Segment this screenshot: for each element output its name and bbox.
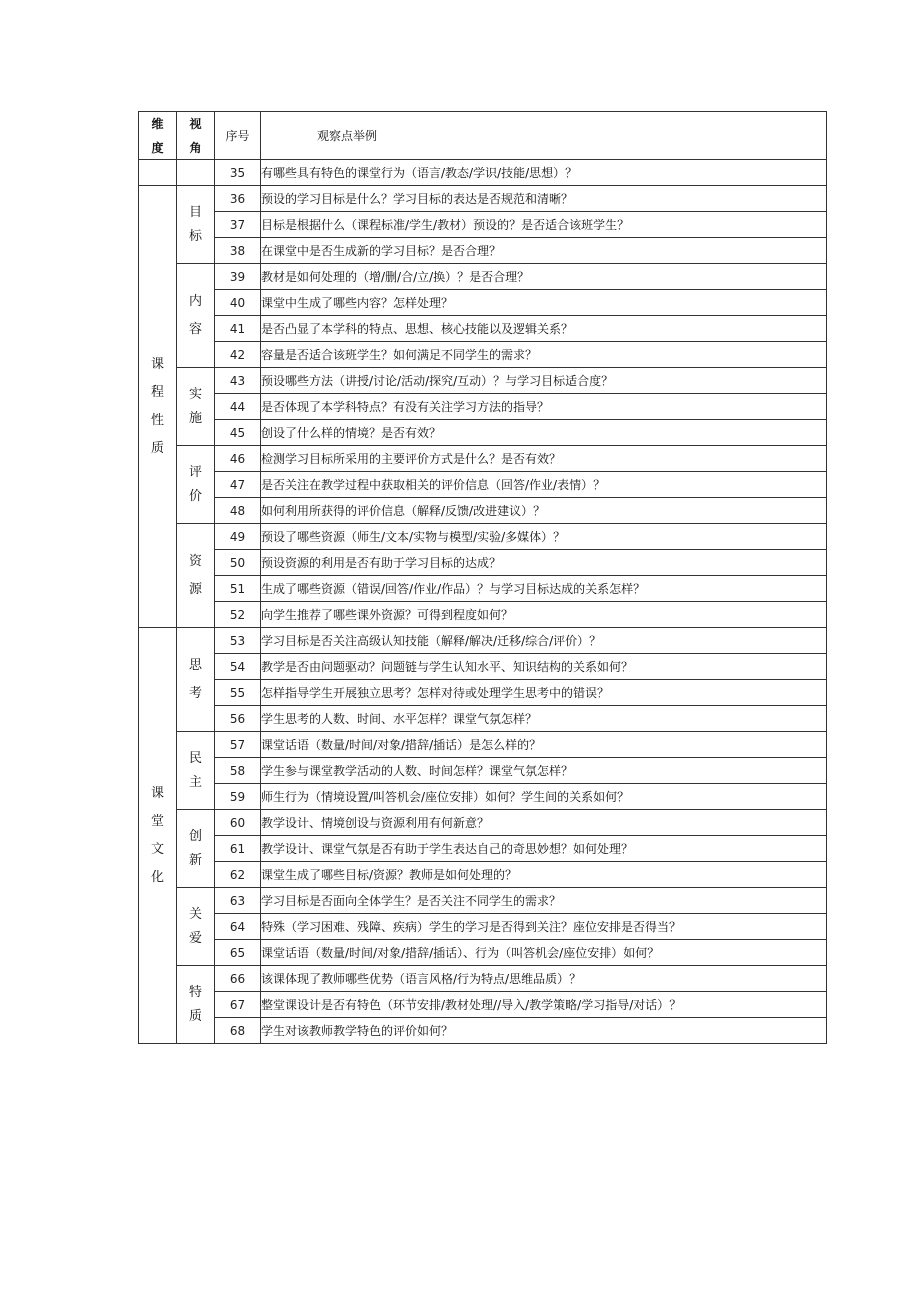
- vertical-char: 特: [188, 984, 202, 1000]
- table-row: [139, 290, 827, 316]
- vertical-char: 价: [188, 488, 202, 504]
- item-description: 创设了什么样的情境？是否有效？: [261, 420, 827, 446]
- table-row: [139, 992, 827, 1018]
- item-description: 课堂话语（数量/时间/对象/措辞/插话）、行为（叫答机会/座位安排）如何？: [261, 940, 827, 966]
- table-row: [139, 238, 827, 264]
- view-cell: [177, 186, 215, 264]
- item-number: 58: [215, 758, 261, 784]
- view-label: [177, 554, 214, 598]
- view-cell: [177, 524, 215, 628]
- view-cell: [177, 966, 215, 1044]
- item-description: 容量是否适合该班学生？如何满足不同学生的需求？: [261, 342, 827, 368]
- item-number: 61: [215, 836, 261, 862]
- item-description: 课堂话语（数量/时间/对象/措辞/插话）是怎么样的？: [261, 732, 827, 758]
- view-label: [177, 907, 214, 947]
- vertical-char: 爱: [188, 930, 202, 946]
- item-description: 教学设计、情境创设与资源利用有何新意？: [261, 810, 827, 836]
- item-number: 47: [215, 472, 261, 498]
- vertical-char: 施: [188, 410, 202, 426]
- view-label: [177, 985, 214, 1025]
- vertical-char: 评: [188, 464, 202, 480]
- table-row: [139, 212, 827, 238]
- item-description: 教学是否由问题驱动？问题链与学生认知水平、知识结构的关系如何？: [261, 654, 827, 680]
- table-row: [139, 368, 827, 394]
- item-description: 是否凸显了本学科的特点、思想、核心技能以及逻辑关系？: [261, 316, 827, 342]
- item-number: 64: [215, 914, 261, 940]
- item-description: 学生对该教师教学特色的评价如何？: [261, 1018, 827, 1044]
- vertical-char: 质: [150, 440, 164, 456]
- table-row: [139, 524, 827, 550]
- view-label: [177, 205, 214, 245]
- item-number: 43: [215, 368, 261, 394]
- vertical-char: 源: [188, 581, 202, 597]
- observation-sheet: [138, 111, 827, 1044]
- table-row: [139, 316, 827, 342]
- table-row: [139, 472, 827, 498]
- item-description: 预设资源的利用是否有助于学习目标的达成？: [261, 550, 827, 576]
- observation-table: [138, 111, 827, 1044]
- vertical-char: 课: [150, 356, 164, 372]
- item-number: 62: [215, 862, 261, 888]
- vertical-char: 关: [188, 906, 202, 922]
- item-number: 55: [215, 680, 261, 706]
- table-row: [139, 420, 827, 446]
- dimension-label: [139, 357, 176, 457]
- table-row: [139, 940, 827, 966]
- dimension-cell: [139, 160, 177, 186]
- table-body: [139, 160, 827, 1044]
- table-row: [139, 732, 827, 758]
- item-number: 67: [215, 992, 261, 1018]
- view-label: [177, 829, 214, 869]
- item-description: 预设哪些方法（讲授/讨论/活动/探究/互动）？与学习目标适合度？: [261, 368, 827, 394]
- item-description: 生成了哪些资源（错误/回答/作业/作品）？与学习目标达成的关系怎样？: [261, 576, 827, 602]
- vertical-char: 考: [188, 685, 202, 701]
- item-description: 该课体现了教师哪些优势（语言风格/行为特点/思维品质）？: [261, 966, 827, 992]
- vertical-char: 实: [188, 386, 202, 402]
- vertical-char: 课: [150, 785, 164, 801]
- item-number: 50: [215, 550, 261, 576]
- item-number: 65: [215, 940, 261, 966]
- item-number: 41: [215, 316, 261, 342]
- item-number: 40: [215, 290, 261, 316]
- dimension-cell: [139, 628, 177, 1044]
- item-description: 预设的学习目标是什么？学习目标的表达是否规范和清晰？: [261, 186, 827, 212]
- item-description: 目标是根据什么（课程标准/学生/教材）预设的？是否适合该班学生？: [261, 212, 827, 238]
- vertical-char: 化: [150, 869, 164, 885]
- item-description: 有哪些具有特色的课堂行为（语言/教态/学识/技能/思想）？: [261, 160, 827, 186]
- item-number: 45: [215, 420, 261, 446]
- table-row: [139, 446, 827, 472]
- item-number: 46: [215, 446, 261, 472]
- view-label: [177, 751, 214, 791]
- view-cell: [177, 732, 215, 810]
- table-row: [139, 160, 827, 186]
- table-row: [139, 862, 827, 888]
- item-number: 57: [215, 732, 261, 758]
- item-number: 35: [215, 160, 261, 186]
- table-row: [139, 966, 827, 992]
- view-label: [177, 294, 214, 338]
- item-number: 42: [215, 342, 261, 368]
- item-description: 教学设计、课堂气氛是否有助于学生表达自己的奇思妙想？如何处理？: [261, 836, 827, 862]
- view-cell: [177, 810, 215, 888]
- item-number: 36: [215, 186, 261, 212]
- item-description: 向学生推荐了哪些课外资源？可得到程度如何？: [261, 602, 827, 628]
- vertical-char: 主: [188, 774, 202, 790]
- view-label: [177, 658, 214, 702]
- vertical-char: 文: [150, 841, 164, 857]
- item-description: 学生思考的人数、时间、水平怎样？课堂气氛怎样？: [261, 706, 827, 732]
- header-view-char: 视: [189, 116, 202, 131]
- vertical-char: 堂: [150, 813, 164, 829]
- table-row: [139, 914, 827, 940]
- item-description: 教材是如何处理的（增/删/合/立/换）？是否合理？: [261, 264, 827, 290]
- header-dimension-char: 度: [151, 140, 164, 155]
- vertical-char: 资: [188, 553, 202, 569]
- item-number: 39: [215, 264, 261, 290]
- item-description: 检测学习目标所采用的主要评价方式是什么？是否有效？: [261, 446, 827, 472]
- vertical-char: 目: [188, 204, 202, 220]
- table-row: [139, 550, 827, 576]
- item-description: 学生参与课堂教学活动的人数、时间怎样？课堂气氛怎样？: [261, 758, 827, 784]
- vertical-char: 创: [188, 828, 202, 844]
- table-row: [139, 602, 827, 628]
- item-description: 预设了哪些资源（师生/文本/实物与模型/实验/多媒体）？: [261, 524, 827, 550]
- item-number: 68: [215, 1018, 261, 1044]
- table-row: [139, 628, 827, 654]
- item-number: 49: [215, 524, 261, 550]
- vertical-char: 民: [188, 750, 202, 766]
- table-row: [139, 810, 827, 836]
- item-description: 是否体现了本学科特点？有没有关注学习方法的指导？: [261, 394, 827, 420]
- view-cell: [177, 160, 215, 186]
- vertical-char: 容: [188, 321, 202, 337]
- item-description: 学习目标是否关注高级认知技能（解释/解决/迁移/综合/评价）？: [261, 628, 827, 654]
- item-number: 59: [215, 784, 261, 810]
- table-row: [139, 394, 827, 420]
- item-description: 课堂生成了哪些目标/资源？教师是如何处理的？: [261, 862, 827, 888]
- item-description: 怎样指导学生开展独立思考？怎样对待或处理学生思考中的错误？: [261, 680, 827, 706]
- item-number: 51: [215, 576, 261, 602]
- table-row: [139, 888, 827, 914]
- table-row: [139, 498, 827, 524]
- table-row: [139, 186, 827, 212]
- table-row: [139, 1018, 827, 1044]
- item-number: 63: [215, 888, 261, 914]
- view-label: [177, 465, 214, 505]
- item-number: 37: [215, 212, 261, 238]
- header-description: 观察点举例: [261, 112, 827, 160]
- item-number: 53: [215, 628, 261, 654]
- vertical-char: 新: [188, 852, 202, 868]
- item-number: 38: [215, 238, 261, 264]
- table-row: [139, 784, 827, 810]
- item-description: 师生行为（情境设置/叫答机会/座位安排）如何？学生间的关系如何？: [261, 784, 827, 810]
- item-number: 48: [215, 498, 261, 524]
- header-seq: 序号: [215, 112, 261, 160]
- item-number: 66: [215, 966, 261, 992]
- vertical-char: 程: [150, 384, 164, 400]
- item-description: 是否关注在教学过程中获取相关的评价信息（回答/作业/表情）？: [261, 472, 827, 498]
- vertical-char: 性: [150, 412, 164, 428]
- view-cell: [177, 628, 215, 732]
- item-number: 44: [215, 394, 261, 420]
- table-row: [139, 706, 827, 732]
- item-number: 52: [215, 602, 261, 628]
- item-number: 54: [215, 654, 261, 680]
- table-row: [139, 264, 827, 290]
- view-label: [177, 387, 214, 427]
- item-description: 如何利用所获得的评价信息（解释/反馈/改进建议）？: [261, 498, 827, 524]
- vertical-char: 思: [188, 657, 202, 673]
- item-description: 整堂课设计是否有特色（环节安排/教材处理//导入/教学策略/学习指导/对话）？: [261, 992, 827, 1018]
- table-row: [139, 758, 827, 784]
- header-dimension: [139, 112, 177, 160]
- dimension-label: [139, 786, 176, 886]
- item-description: 在课堂中是否生成新的学习目标？是否合理？: [261, 238, 827, 264]
- item-description: 课堂中生成了哪些内容？怎样处理？: [261, 290, 827, 316]
- view-cell: [177, 888, 215, 966]
- table-row: [139, 342, 827, 368]
- item-description: 学习目标是否面向全体学生？是否关注不同学生的需求？: [261, 888, 827, 914]
- view-cell: [177, 264, 215, 368]
- header-view-char: 角: [189, 140, 202, 155]
- item-description: 特殊（学习困难、残障、疾病）学生的学习是否得到关注？座位安排是否得当？: [261, 914, 827, 940]
- item-number: 56: [215, 706, 261, 732]
- dimension-cell: [139, 186, 177, 628]
- vertical-char: 质: [188, 1008, 202, 1024]
- header-dimension-char: 维: [151, 116, 164, 131]
- vertical-char: 标: [188, 228, 202, 244]
- header-view: [177, 112, 215, 160]
- table-row: [139, 836, 827, 862]
- table-header: [139, 112, 827, 160]
- item-number: 60: [215, 810, 261, 836]
- table-row: [139, 654, 827, 680]
- table-row: [139, 680, 827, 706]
- vertical-char: 内: [188, 293, 202, 309]
- view-cell: [177, 368, 215, 446]
- table-row: [139, 576, 827, 602]
- view-cell: [177, 446, 215, 524]
